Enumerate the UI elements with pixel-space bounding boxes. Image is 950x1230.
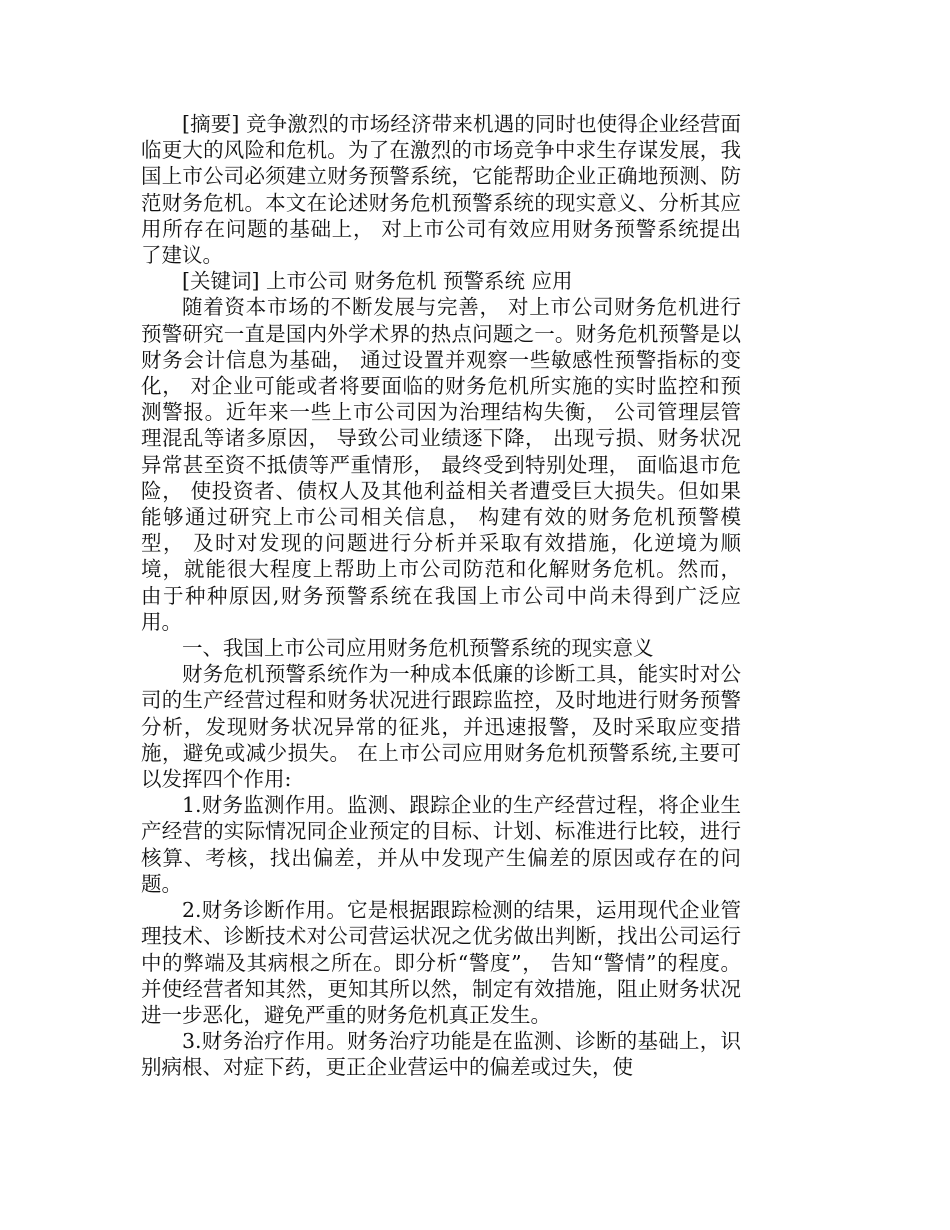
- list-item-diagnosis: 2.财务诊断作用。它是根据跟踪检测的结果，运用现代企业管理技术、诊断技术对公司营运状况之优劣做出判断，找出公司运行中的弊端及其病根之所在。即分析“警度”， 告知“警情”的程度。并使经营者知其然，更知其所以然，制定有效措施，阻止财务状况进一步恶化，避免严重的财务危机真正发生。: [141, 898, 741, 1027]
- list-item-monitoring: 1.财务监测作用。监测、跟踪企业的生产经营过程，将企业生产经营的实际情况同企业预定的目标、计划、标准进行比较，进行核算、考核，找出偏差，并从中发现产生偏差的原因或存在的问题。: [141, 793, 741, 896]
- keywords-paragraph: [关键词] 上市公司 财务危机 预警系统 应用: [182, 269, 573, 294]
- document-page: [141, 111, 741, 1081]
- body-paragraph: 财务危机预警系统作为一种成本低廉的诊断工具，能实时对公司的生产经营过程和财务状况进行跟踪监控，及时地进行财务预警分析，发现财务状况异常的征兆，并迅速报警，及时采取应变措施，避免或减少损失。 在上市公司应用财务危机预警系统,主要可以发挥四个作用:: [141, 662, 741, 792]
- intro-paragraph: 随着资本市场的不断发展与完善， 对上市公司财务危机进行预警研究一直是国内外学术界的热点问题之一。财务危机预警是以财务会计信息为基础， 通过设置并观察一些敏感性预警指标的变化， 对企业可能或者将要面临的财务危机所实施的实时监控和预测警报。近年来一些上市公司因为治理结构失衡， 公司管理层管理混乱等诸多原因， 导致公司业绩逐下降， 出现亏损、财务状况异常甚至资不抵债等严重情形， 最终受到特别处理， 面临退市危险， 使投资者、债权人及其他利益相关者遭受巨大损失。但如果能够通过研究上市公司相关信息， 构建有效的财务危机预警模型， 及时对发现的问题进行分析并采取有效措施，化逆境为顺境，就能很大程度上帮助上市公司防范和化解财务危机。然而， 由于种种原因,财务预警系统在我国上市公司中尚未得到广泛应用。: [141, 295, 741, 634]
- list-item-treatment: 3.财务治疗作用。财务治疗功能是在监测、诊断的基础上，识别病根、对症下药，更正企业营运中的偏差或过失，使: [141, 1029, 741, 1080]
- section-heading: 一、我国上市公司应用财务危机预警系统的现实意义: [182, 636, 654, 661]
- abstract-paragraph: [摘要] 竞争激烈的市场经济带来机遇的同时也使得企业经营面临更大的风险和危机。为了在激烈的市场竞争中求生存谋发展，我国上市公司必须建立财务预警系统，它能帮助企业正确地预测、防范财务危机。本文在论述财务危机预警系统的现实意义、分析其应用所存在问题的基础上， 对上市公司有效应用财务预警系统提出了建议。: [141, 112, 741, 268]
